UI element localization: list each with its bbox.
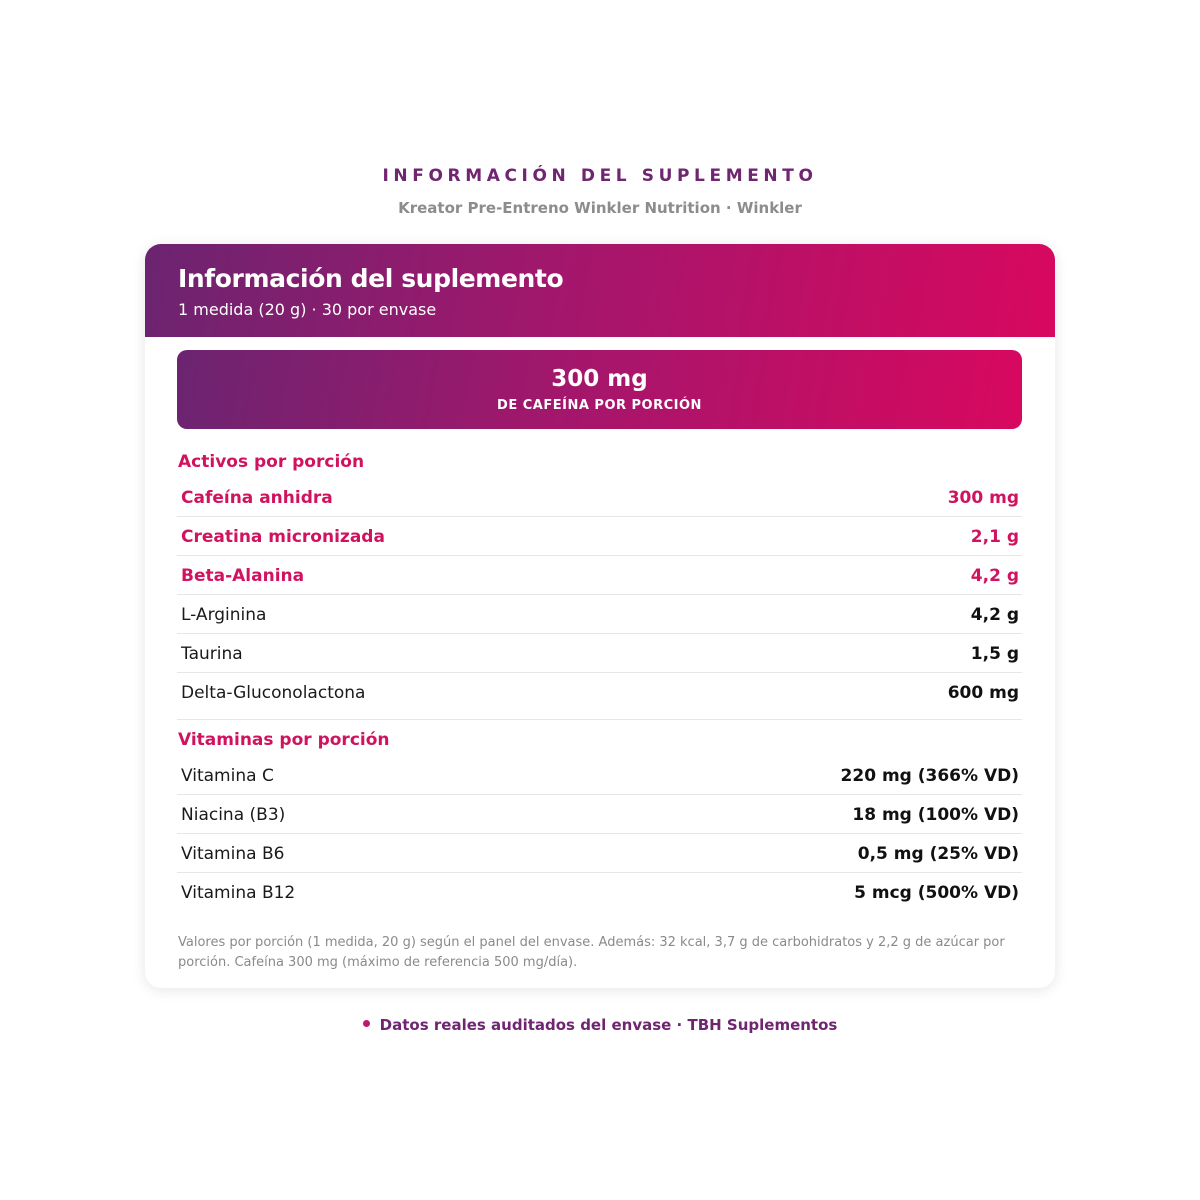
vitamins-section-title: Vitaminas por porción (178, 730, 390, 750)
ingredient-amount: 600 mg (947, 683, 1019, 703)
table-row (177, 478, 1022, 517)
ingredient-amount: 1,5 g (970, 644, 1019, 664)
ingredient-amount: 2,1 g (970, 527, 1019, 547)
bullet-dot-icon (363, 1020, 370, 1027)
table-row (177, 634, 1022, 673)
table-row (177, 873, 1022, 912)
vitamin-name: Niacina (B3) (181, 805, 286, 825)
vitamin-amount: 0,5 mg (25% VD) (857, 844, 1019, 864)
caffeine-amount: 300 mg (551, 366, 648, 392)
actives-list (177, 478, 1022, 712)
supplement-facts-card (145, 244, 1055, 988)
table-row (177, 517, 1022, 556)
vitamin-amount: 18 mg (100% VD) (852, 805, 1019, 825)
vitamins-list (177, 756, 1022, 912)
table-row (177, 834, 1022, 873)
card-title: Información del suplemento (178, 264, 564, 293)
table-row (177, 795, 1022, 834)
vitamin-name: Vitamina C (181, 766, 274, 786)
ingredient-name: Cafeína anhidra (181, 488, 333, 508)
ingredient-name: Delta-Gluconolactona (181, 683, 366, 703)
page-kicker: INFORMACIÓN DEL SUPLEMENTO (382, 166, 818, 186)
ingredient-name: L-Arginina (181, 605, 267, 625)
table-row (177, 595, 1022, 634)
ingredient-name: Creatina micronizada (181, 527, 385, 547)
caffeine-label: DE CAFEÍNA POR PORCIÓN (497, 398, 702, 413)
vitamin-name: Vitamina B6 (181, 844, 285, 864)
source-note-text: Datos reales auditados del envase · TBH Suplementos (379, 1016, 838, 1034)
footnote: Valores por porción (1 medida, 20 g) según el panel del envase. Además: 32 kcal, 3,7 g de carbohidratos y 2,2 g de azúcar por porción. Cafeína 300 mg (máximo de referencia 500 mg/día). (178, 935, 1005, 970)
product-subtitle: Kreator Pre-Entreno Winkler Nutrition · Winkler (398, 199, 802, 217)
ingredient-name: Beta-Alanina (181, 566, 305, 586)
actives-section-title: Activos por porción (178, 452, 365, 472)
ingredient-name: Taurina (181, 644, 243, 664)
section-divider (177, 719, 1022, 720)
vitamin-name: Vitamina B12 (181, 883, 296, 903)
ingredient-amount: 4,2 g (970, 566, 1019, 586)
serving-size: 1 medida (20 g) · 30 por envase (178, 300, 437, 319)
caffeine-highlight (177, 350, 1022, 429)
ingredient-amount: 300 mg (947, 488, 1019, 508)
table-row (177, 756, 1022, 795)
vitamin-amount: 5 mcg (500% VD) (854, 883, 1019, 903)
table-row (177, 673, 1022, 712)
card-header (145, 244, 1055, 337)
ingredient-amount: 4,2 g (970, 605, 1019, 625)
source-note (0, 1016, 1200, 1034)
vitamin-amount: 220 mg (366% VD) (840, 766, 1019, 786)
table-row (177, 556, 1022, 595)
